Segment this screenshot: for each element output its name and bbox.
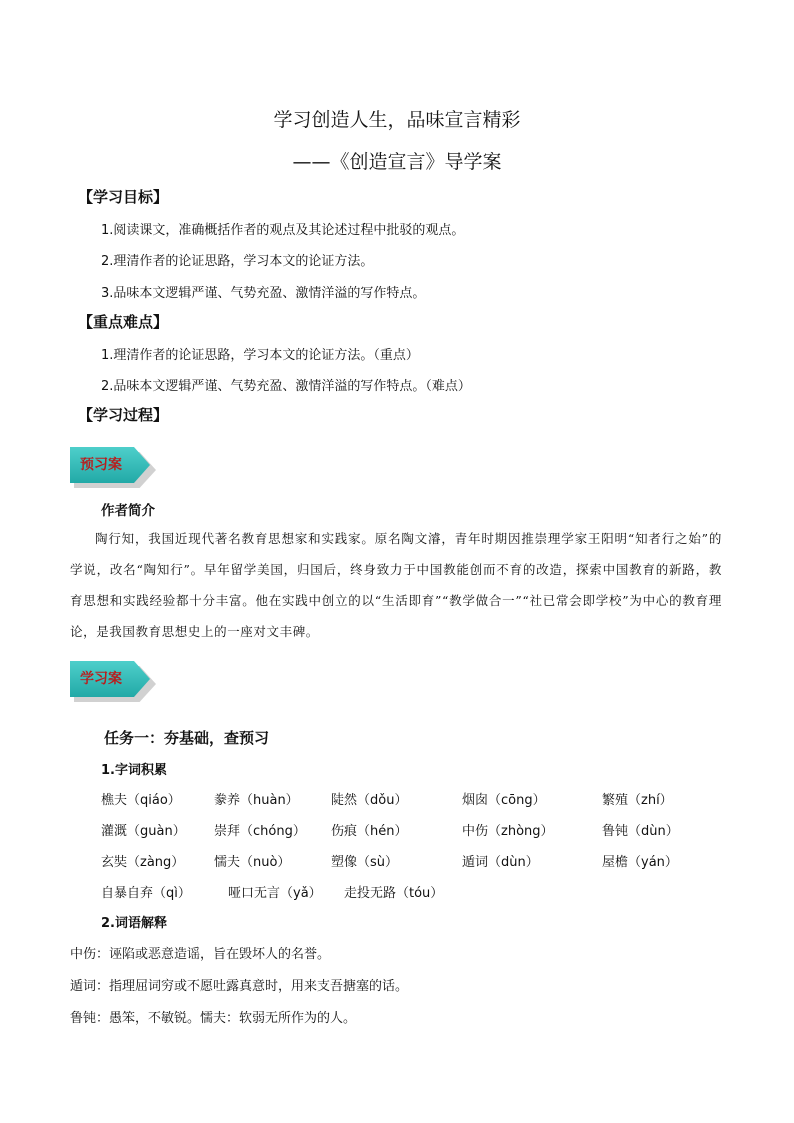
vocab-word: 中伤（zhòng） xyxy=(462,824,554,839)
focus-heading: 【重点难点】 xyxy=(78,313,169,331)
goals-heading: 【学习目标】 xyxy=(78,188,169,206)
explanation-item: 鲁钝：愚笨，不敏锐。懦夫：软弱无所作为的人。 xyxy=(70,1011,357,1026)
vocab-word: 屋檐（yán） xyxy=(602,855,678,870)
explanation-item: 遁词：指理屈词穷或不愿吐露真意时，用来支吾搪塞的话。 xyxy=(70,979,409,994)
vocab-word: 豢养（huàn） xyxy=(214,793,299,808)
vocab-word: 陡然（dǒu） xyxy=(331,793,408,808)
vocab-word: 塑像（sù） xyxy=(331,855,399,870)
vocab-word: 伤痕（hén） xyxy=(331,824,408,839)
vocab-word: 遁词（dùn） xyxy=(462,855,539,870)
author-heading: 作者简介 xyxy=(101,503,155,519)
author-paragraph: 陶行知，我国近现代著名教育思想家和实践家。原名陶文濬，青年时期因推崇理学家王阳明“知者行之始”的学说，改名“陶知行”。早年留学美国，归国后，终身致力于中国教能创而不育的改造，探索中国教育的新路，教育思想和实践经验都十分丰富。他在实践中创立的以“生活即育”“教学做合一”“社已常会即学校”为中心的教育理论，是我国教育思想史上的一座对文丰碑。 xyxy=(70,531,722,639)
vocab-word: 繁殖（zhí） xyxy=(602,793,673,808)
explanation-item: 中伤：诬陷或恶意造谣，旨在毁坏人的名誉。 xyxy=(70,947,331,962)
focus-item: 2.品味本文逻辑严谨、气势充盈、激情洋溢的写作特点。（难点） xyxy=(101,379,471,394)
explain-heading: 2.词语解释 xyxy=(101,916,167,931)
goal-item: 2.理清作者的论证思路，学习本文的论证方法。 xyxy=(101,254,374,269)
vocab-word: 自暴自弃（qì） xyxy=(101,886,191,901)
vocab-word: 走投无路（tóu） xyxy=(344,886,444,901)
study-badge-label: 学习案 xyxy=(80,671,122,687)
process-heading: 【学习过程】 xyxy=(78,406,169,424)
focus-item: 1.理清作者的论证思路，学习本文的论证方法。（重点） xyxy=(101,348,419,363)
page-title: 学习创造人生，品味宣言精彩 xyxy=(273,109,521,131)
preview-badge xyxy=(70,447,165,489)
goal-item: 1.阅读课文，准确概括作者的观点及其论述过程中批驳的观点。 xyxy=(101,223,465,238)
vocab-word: 崇拜（chóng） xyxy=(214,824,306,839)
goal-item: 3.品味本文逻辑严谨、气势充盈、激情洋溢的写作特点。 xyxy=(101,286,426,301)
page-subtitle: ——《创造宣言》导学案 xyxy=(292,151,502,173)
vocab-word: 鲁钝（dùn） xyxy=(602,824,679,839)
preview-badge-label: 预习案 xyxy=(80,457,122,473)
vocab-heading: 1.字词积累 xyxy=(101,763,167,778)
vocab-word: 懦夫（nuò） xyxy=(214,855,291,870)
task-one-heading: 任务一：夯基础，查预习 xyxy=(104,729,270,747)
vocab-word: 樵夫（qiáo） xyxy=(101,793,181,808)
vocab-word: 哑口无言（yǎ） xyxy=(228,886,322,901)
vocab-word: 烟囱（cōng） xyxy=(462,793,546,808)
vocab-word: 灌溉（guàn） xyxy=(101,824,186,839)
vocab-word: 玄奘（zàng） xyxy=(101,855,185,870)
study-badge xyxy=(70,661,165,703)
